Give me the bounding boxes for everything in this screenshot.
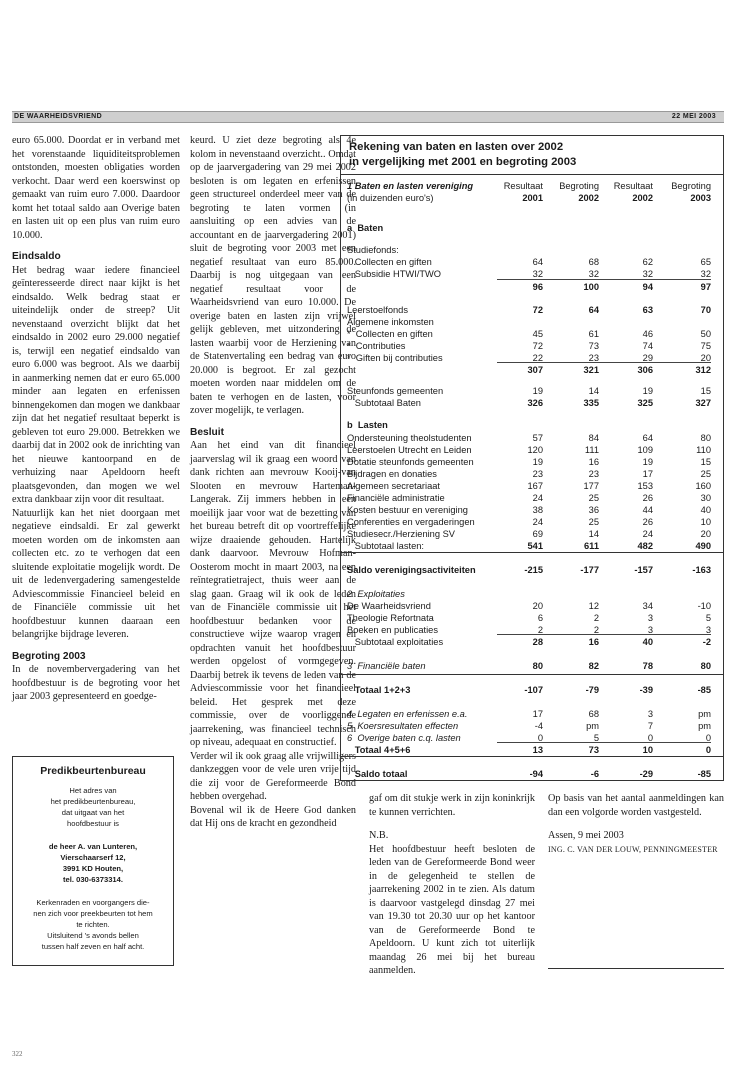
row-value: -79 [585, 685, 599, 695]
row-value: 326 [527, 398, 543, 408]
box-line: Vierschaarserf 12, [60, 853, 126, 862]
row-value: 20 [700, 529, 711, 539]
row-value: 10 [700, 517, 711, 527]
table-divider [341, 756, 723, 757]
table-row [347, 768, 717, 780]
row-value: 45 [532, 329, 543, 339]
row-value: 72 [532, 341, 543, 351]
row-label: Conferenties en vergaderingen [347, 517, 475, 527]
box-address [13, 841, 173, 885]
row-value: 611 [584, 541, 599, 551]
paragraph: Verder wil ik ook graag alle vrijwilligers dankzeggen voor de vele uren vrije tijd die zij voor de Gereformeerde Bond hebben overgehad. [190, 750, 356, 802]
row-value: 64 [532, 257, 543, 267]
table-row [347, 468, 717, 480]
row-value: 0 [705, 745, 711, 755]
row-value: 25 [588, 493, 599, 503]
box-line: dat uitgaat van het [61, 808, 125, 817]
table-row [347, 636, 717, 648]
sum-underline [497, 634, 711, 635]
paragraph: Aan het eind van dit financieel jaarverslag wil ik graag een woord van dank richten aan mevrouw Kooij-van Slooten en mevrouw Harteman-Langerak. Zij immers hebben in een moeilijk jaar voor wat de bezetting van het bureau betreft dit op voortreffelijke wijze draaiende gehouden. Hartelijk dank daarvoor. Mevrouw Hofman-Oosterom mocht in maart 2003, na een reïntegratietraject, thuis weer aan de slag gaan. Graag wil ik ook de leden van de Financiële commissie uit het hoofdbestuur bedanken voor de constructieve wijze waarop vragen en opdrachten vanuit het hoofdbestuur werden opgelost of vormgegeven. Daarbij betrek ik tevens de leden van de Adviescommissie voor het financieel beleid. Het gesprek met deze commissie, over de voorliggende jaarrekening, was financieel technisch op niveau, adequaat en constructief. [190, 440, 356, 748]
row-value: 63 [642, 305, 653, 315]
row-value: 111 [584, 445, 599, 455]
row-label: Subtotaal exploitaties [347, 637, 444, 647]
head-col-3: Resultaat [613, 181, 653, 191]
row-value: 13 [532, 745, 543, 755]
row-value: 5 [593, 733, 599, 743]
table-head-years [347, 192, 717, 204]
row-value: 3 [647, 613, 653, 623]
row-value: 2 [593, 613, 599, 623]
table-row [347, 744, 717, 756]
row-value: 78 [642, 661, 653, 671]
row-value: -85 [697, 685, 711, 695]
row-value: 68 [588, 257, 599, 267]
box-title: Predikbeurtenbureau [40, 765, 146, 777]
row-label: * Giften bij contributies [347, 353, 443, 363]
table-row [347, 432, 717, 444]
row-label: Bijdragen en donaties [347, 469, 437, 479]
row-value: 64 [588, 305, 599, 315]
page-number: 322 [12, 1050, 23, 1058]
row-label: Totaal 1+2+3 [347, 685, 411, 695]
row-label: b Lasten [347, 420, 388, 430]
row-value: 74 [642, 341, 653, 351]
box-line: Kerkenraden en voorgangers die- [36, 898, 150, 907]
row-value: 17 [642, 469, 653, 479]
row-value: 12 [588, 601, 599, 611]
row-value: 10 [642, 745, 653, 755]
signature: ING. C. VAN DER LOUW, PENNINGMEESTER [548, 844, 718, 854]
row-value: 19 [642, 457, 653, 467]
table-row [347, 444, 717, 456]
row-value: 80 [532, 661, 543, 671]
row-value: 62 [642, 257, 653, 267]
row-value: 0 [705, 733, 711, 743]
row-value: 3 [705, 625, 711, 635]
row-value: 490 [695, 541, 711, 551]
table-row [347, 708, 717, 720]
table-divider [341, 552, 723, 553]
head-col-2: Begroting [559, 181, 599, 191]
table-row [347, 504, 717, 516]
row-value: 24 [642, 529, 653, 539]
row-value: 25 [588, 517, 599, 527]
row-value: 109 [637, 445, 653, 455]
table-row [347, 316, 717, 328]
table-title-rule [341, 174, 723, 175]
row-value: 32 [642, 269, 653, 279]
row-label: 5 Koersresultaten effecten [347, 721, 459, 731]
row-label: Kosten bestuur en vereniging [347, 505, 468, 515]
column-end-rule [548, 968, 724, 969]
row-label: 2 Exploitaties [347, 589, 405, 599]
row-value: 20 [532, 601, 543, 611]
row-value: 19 [642, 386, 653, 396]
row-value: 312 [695, 365, 711, 375]
row-label: 4 Legaten en erfenissen e.a. [347, 709, 468, 719]
box-line: Uitsluitend 's avonds bellen [47, 931, 139, 940]
row-value: 73 [588, 745, 599, 755]
row-label: Saldo verenigingsactiviteiten [347, 565, 476, 575]
row-value: 26 [642, 517, 653, 527]
row-label: * Contributies [347, 341, 406, 351]
row-value: -39 [639, 685, 653, 695]
table-row [347, 600, 717, 612]
row-value: -29 [639, 769, 653, 779]
row-value: 75 [700, 341, 711, 351]
row-value: 17 [532, 709, 543, 719]
table-head-row [347, 180, 717, 192]
row-value: 80 [700, 433, 711, 443]
row-value: 23 [588, 353, 599, 363]
paragraph: keurd. U ziet deze begroting als 4e kolom in nevenstaand overzicht.. Omdat op de jaarvergadering van 29 mei 2002 besloten is om legaten en erfenissen geen structureel onderdeel meer van de begroting te laten vormen (in aansluiting op een advies van de accountant en de jaarvergadering 2001) sluit de begroting voor 2003 met een negatief resultaat van euro 85.000. Daarbij is nog uitgegaan van een negatief resultaat voor de Waarheidsvriend van euro 10.000. De overige baten en lasten zijn vrijwel gelijk gebleven, met uitzondering de lasten waarbij voor de Herziening van de Statenvertaling een bedrag van euro 20.000 is begroot. Er zal gezocht moeten worden naar middelen om de baten te verhogen en de lasten, voor zover mogelijk, te verlagen. [190, 135, 356, 416]
row-value: 23 [588, 469, 599, 479]
row-value: 306 [637, 365, 653, 375]
row-value: 29 [642, 353, 653, 363]
row-label: Algemene inkomsten [347, 317, 434, 327]
row-label: Subtotaal lasten: [347, 541, 425, 551]
row-value: 153 [637, 481, 653, 491]
row-value: 2 [593, 625, 599, 635]
row-value: 6 [537, 613, 543, 623]
paragraph: Op basis van het aantal aanmeldingen kan dan een volgorde worden vastgesteld. [548, 793, 724, 818]
row-value: 94 [642, 282, 653, 292]
row-value: 25 [700, 469, 711, 479]
row-label: Boeken en publicaties [347, 625, 438, 635]
row-value: 38 [532, 505, 543, 515]
row-value: 82 [588, 661, 599, 671]
row-value: 65 [700, 257, 711, 267]
row-value: 64 [642, 433, 653, 443]
row-value: 24 [532, 493, 543, 503]
column-4 [548, 792, 724, 856]
box-instructions [13, 897, 173, 952]
row-label: 3 Financiële baten [347, 661, 426, 671]
box-line: Het adres van [69, 786, 117, 795]
box-line: het predikbeurtenbureau, [50, 797, 136, 806]
row-value: pm [586, 721, 599, 731]
table-title-line-1: Rekening van baten en lasten over 2002 [349, 141, 564, 153]
unit-label: (in duizenden euro's) [347, 193, 434, 203]
row-value: 36 [588, 505, 599, 515]
row-label: Leerstoelfonds [347, 305, 408, 315]
row-value: -4 [534, 721, 543, 731]
row-value: 19 [532, 386, 543, 396]
row-label: Financiële administratie [347, 493, 445, 503]
box-line: hoofdbestuur is [67, 819, 119, 828]
table-row [347, 256, 717, 268]
row-value: 167 [527, 481, 543, 491]
row-value: 321 [583, 365, 599, 375]
row-value: -163 [692, 565, 711, 575]
box-line: te richten. [76, 920, 110, 929]
sum-underline [497, 362, 711, 363]
row-value: -177 [580, 565, 599, 575]
row-value: 44 [642, 505, 653, 515]
row-value: 3 [647, 709, 653, 719]
table-row [347, 516, 717, 528]
row-label: * Collecten en giften [347, 329, 433, 339]
row-value: -85 [697, 769, 711, 779]
row-value: 2 [537, 625, 543, 635]
row-label: Leerstoelen Utrecht en Leiden [347, 445, 472, 455]
row-value: 32 [588, 269, 599, 279]
row-value: 23 [532, 469, 543, 479]
row-value: 327 [695, 398, 711, 408]
box-line: nen zich voor preekbeurten tot hem [33, 909, 153, 918]
row-value: 50 [700, 329, 711, 339]
row-value: 100 [583, 282, 599, 292]
row-label: Steunfonds gemeenten [347, 386, 444, 396]
row-value: 325 [637, 398, 653, 408]
row-value: 68 [588, 709, 599, 719]
row-label: Totaal 4+5+6 [347, 745, 411, 755]
row-value: 20 [700, 353, 711, 363]
row-label: Studiesecr./Herziening SV [347, 529, 456, 539]
paragraph: Het hoofdbestuur heeft besloten de leden van de Gereformeerde Bond weer in de gelegenheid te stellen de jaarrekening 2002 in te zien. Als datum is daarvoor vastgelegd dinsdag 27 mei van 19.30 tot 20.30 uur op het kantoor van de Gereformeerde Bond te Apeldoorn. U kunt zich tot uiterlijk maandag 26 mei bij het bureau aanmelden. [369, 843, 535, 976]
row-value: 26 [642, 493, 653, 503]
publication-name: DE WAARHEIDSVRIEND [14, 113, 103, 120]
row-value: 70 [700, 305, 711, 315]
row-label: Collecten en giften [347, 257, 432, 267]
table-row [347, 328, 717, 340]
row-value: 73 [588, 341, 599, 351]
paragraph: Bovenal wil ik de Heere God danken dat Hij ons de kracht en gezondheid [190, 804, 356, 829]
table-title-line-2: in vergelijking met 2001 en begroting 2003 [349, 156, 577, 168]
column-3 [369, 792, 535, 978]
row-value: 80 [700, 661, 711, 671]
table-row [347, 385, 717, 397]
table-row [347, 340, 717, 352]
table-row [347, 564, 717, 576]
row-value: 84 [588, 433, 599, 443]
row-value: 16 [588, 457, 599, 467]
table-row [347, 364, 717, 376]
row-value: 28 [532, 637, 543, 647]
heading-besluit: Besluit [190, 426, 224, 438]
row-value: 160 [695, 481, 711, 491]
row-value: 14 [588, 386, 599, 396]
table-row [347, 660, 717, 672]
issue-date: 22 MEI 2003 [671, 113, 716, 120]
row-value: -2 [702, 637, 711, 647]
row-value: 96 [532, 282, 543, 292]
table-row [347, 492, 717, 504]
section-1-label: 1 Baten en lasten vereniging [347, 181, 474, 191]
box-line: tussen half zeven en half acht. [41, 942, 145, 951]
table-row [347, 456, 717, 468]
row-value: 307 [527, 365, 543, 375]
row-value: 57 [532, 433, 543, 443]
row-value: 40 [700, 505, 711, 515]
row-label: De Waarheidsvriend [347, 601, 431, 611]
row-value: 97 [700, 282, 711, 292]
heading-begroting: Begroting 2003 [12, 650, 86, 662]
row-value: 24 [532, 517, 543, 527]
row-value: 0 [537, 733, 543, 743]
place-date: Assen, 9 mei 2003 [548, 830, 624, 841]
row-value: -157 [634, 565, 653, 575]
row-value: 7 [647, 721, 653, 731]
paragraph: euro 65.000. Doordat er in verband met het vorenstaande liquiditeitsproblemen ontstonden, moesten obligaties worden verkocht. Daar werd een koerswinst op gemaakt van ruim euro 7.000. Daardoor komt het totaal saldo aan Overige baten en lasten uit op een plus van ruim euro 10.000. [12, 135, 180, 241]
row-label: Saldo totaal [347, 769, 408, 779]
row-value: 32 [700, 269, 711, 279]
financial-table [340, 135, 724, 781]
column-2 [190, 134, 356, 831]
table-row [347, 304, 717, 316]
row-value: -94 [529, 769, 543, 779]
row-value: 335 [583, 398, 599, 408]
row-label: Dotatie steunfonds gemeenten [347, 457, 474, 467]
row-label: 6 Overige baten c.q. lasten [347, 733, 461, 743]
paragraph: In de novembervergadering van het hoofdbestuur is de begroting voor het jaar 2003 gepresenteerd en goedge- [12, 664, 180, 702]
row-value: 14 [588, 529, 599, 539]
heading-nb: N.B. [369, 830, 389, 841]
table-row [347, 244, 717, 256]
table-row [347, 222, 717, 234]
table-row [347, 480, 717, 492]
year-col-1: 2001 [522, 193, 543, 203]
row-value: 32 [532, 269, 543, 279]
row-value: 22 [532, 353, 543, 363]
table-row [347, 720, 717, 732]
row-value: 482 [637, 541, 653, 551]
table-row [347, 684, 717, 696]
paragraph: gaf om dit stukje werk in zijn koninkrijk te kunnen verrichten. [369, 793, 535, 818]
box-intro [13, 785, 173, 829]
running-header [12, 111, 724, 123]
row-value: pm [698, 709, 711, 719]
row-value: 177 [583, 481, 599, 491]
year-col-2: 2002 [578, 193, 599, 203]
year-col-4: 2003 [690, 193, 711, 203]
table-row [347, 540, 717, 552]
table-row [347, 612, 717, 624]
row-label: Ondersteuning theolstudenten [347, 433, 472, 443]
sum-underline [497, 279, 711, 280]
table-row [347, 397, 717, 409]
row-label: a Baten [347, 223, 384, 233]
row-value: 30 [700, 493, 711, 503]
row-label: Subtotaal Baten [347, 398, 421, 408]
row-value: 0 [647, 733, 653, 743]
row-value: 5 [705, 613, 711, 623]
box-line: tel. 030-6373314. [63, 875, 123, 884]
row-value: 120 [527, 445, 543, 455]
paragraph: Het bedrag waar iedere financieel geïnteresseerde direct naar kijkt is het eindsaldo. Welk bedrag staat er uiteindelijk onder de streep? Uit nevenstaand overzicht blijkt dat het eindsaldo in 2002 euro 29.000 negatief is, terwijl een negatief eindsaldo van euro 6.000 was begroot. Als we daarbij in aanmerking nemen dat er euro 65.000 minder aan legaten en erfenissen binnengekomen dan mogen we dankbaar zijn dat het negatief resultaat beperkt is gebleven tot euro 29.000. Betrekken we daarbij dat in 2002 ook de inrichting van het nieuwe kantoorpand en de verhuizing naar Apeldoorn heeft plaatsgevonden, dan mogen we wel extra dankbaar zijn voor dit resultaat. [12, 264, 180, 505]
head-col-1: Resultaat [503, 181, 543, 191]
row-value: 61 [588, 329, 599, 339]
row-value: pm [698, 721, 711, 731]
row-value: -107 [524, 685, 543, 695]
head-col-4: Begroting [671, 181, 711, 191]
sum-underline [497, 742, 711, 743]
row-value: 72 [532, 305, 543, 315]
year-col-3: 2002 [632, 193, 653, 203]
row-value: 19 [532, 457, 543, 467]
row-value: 3 [647, 625, 653, 635]
row-value: 15 [700, 457, 711, 467]
table-row [347, 281, 717, 293]
table-divider [341, 674, 723, 675]
row-value: -6 [590, 769, 599, 779]
table-title [349, 140, 576, 170]
table-row [347, 528, 717, 540]
row-label: Studiefonds: [347, 245, 399, 255]
table-row [347, 419, 717, 431]
row-label: Subsidie HTWI/TWO [347, 269, 442, 279]
row-value: 40 [642, 637, 653, 647]
row-value: 110 [696, 445, 711, 455]
row-value: 69 [532, 529, 543, 539]
row-label: Theologie Refortnata [347, 613, 434, 623]
heading-eindsaldo: Eindsaldo [12, 251, 61, 262]
table-row [347, 588, 717, 600]
box-line: de heer A. van Lunteren, [48, 842, 138, 851]
row-value: 16 [588, 637, 599, 647]
paragraph: Natuurlijk kan het niet doorgaan met negatieve eindsaldi. Er zal gewerkt moeten worden om de inkomsten aan collecten etc. zo te verhogen dat een sluitende exploitatie mogelijk wordt. De uit de ledenvergadering samengestelde Adviescommissie Financieel beleid en de Financiële commissie uit het hoofdbestuur kunnen daaraan een belangrijke bijdrage leveren. [12, 507, 180, 640]
row-value: 541 [527, 541, 543, 551]
column-1 [12, 134, 180, 704]
row-value: -215 [524, 565, 543, 575]
predikbeurtenbureau-box [12, 756, 174, 966]
row-value: 34 [642, 601, 653, 611]
row-value: 15 [700, 386, 711, 396]
row-label: Algemeen secretariaat [347, 481, 441, 491]
row-value: 46 [642, 329, 653, 339]
box-line: 3991 KD Houten, [62, 864, 124, 873]
row-value: -10 [697, 601, 711, 611]
